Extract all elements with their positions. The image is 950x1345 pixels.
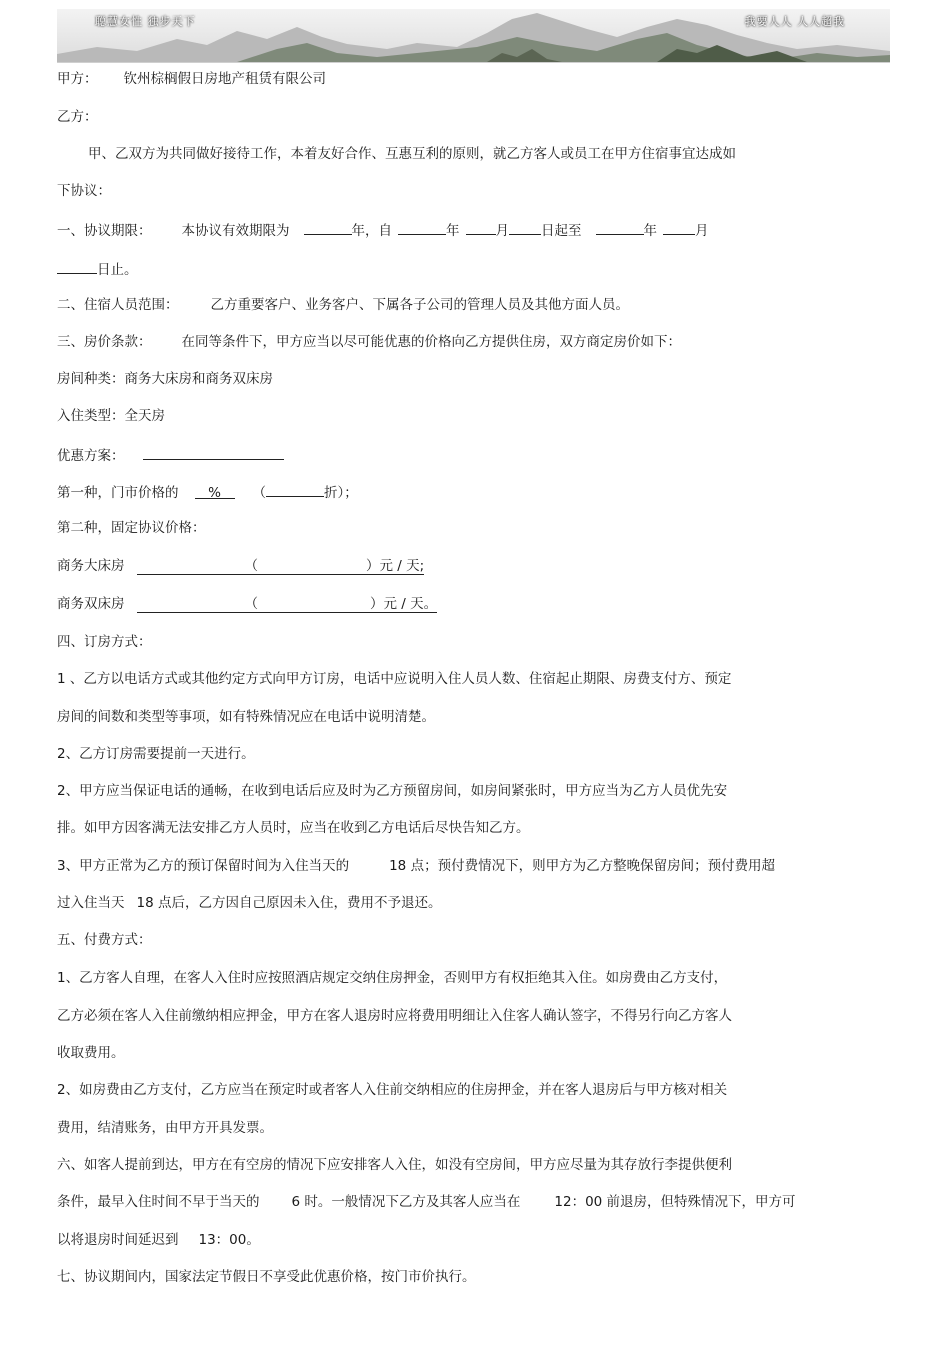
twin-room-unit: ）元 / 天。 xyxy=(370,596,438,612)
section-5-title: 五、付费方式： xyxy=(57,932,152,948)
section-2-text: 乙方重要客户、业务客户、下属各子公司的管理人员及其他方面人员。 xyxy=(210,297,629,313)
section-2-title: 二、住宿人员范围： xyxy=(57,297,179,313)
section-6-text-c: 12：00 前退房，但特殊情况下，甲方可 xyxy=(554,1194,796,1210)
party-a-line xyxy=(57,70,326,88)
section-1-y: 年 xyxy=(446,223,460,239)
section-3-line xyxy=(57,333,681,351)
section-2-line xyxy=(57,296,629,314)
section-5-p2-line-2: 费用，结清账务，由甲方开具发票。 xyxy=(57,1120,273,1136)
blank-years xyxy=(304,220,352,235)
section-4-p2: 2、乙方订房需要提前一天进行。 xyxy=(57,746,255,762)
section-3-title: 三、房价条款： xyxy=(57,334,152,350)
party-a-label: 甲方： xyxy=(57,71,98,87)
party-b-line xyxy=(57,108,98,126)
option-1-end: 折）； xyxy=(324,485,358,501)
percent-sign: % xyxy=(208,485,221,501)
section-6-text-b: 6 时。一般情况下乙方及其客人应当在 xyxy=(291,1194,521,1210)
header-banner xyxy=(57,9,890,63)
intro-line-2: 下协议： xyxy=(57,183,111,199)
section-6-text-d: 以将退房时间延迟到 xyxy=(57,1232,179,1248)
section-4-p4-line-2 xyxy=(57,894,441,912)
twin-room-label: 商务双床房 xyxy=(57,596,125,612)
blank-start-month xyxy=(466,220,496,235)
party-a-name: 钦州棕榈假日房地产租赁有限公司 xyxy=(123,71,326,87)
section-6-line-2 xyxy=(57,1193,796,1211)
option-1-line xyxy=(57,482,358,502)
section-5-p1-line-1: 1、乙方客人自理，在客人入住时应按照酒店规定交纳住房押金，否则甲方有权拒绝其入住。如房费由乙方支付， xyxy=(57,970,728,986)
king-room-paren: （ xyxy=(244,558,258,574)
blank-end-month xyxy=(663,220,695,235)
section-5-p1-line-3: 收取费用。 xyxy=(57,1045,125,1061)
twin-room-paren: （ xyxy=(244,596,258,612)
section-6-line-1: 六、如客人提前到达，甲方在有空房的情况下应安排客人入住，如没有空房间，甲方应尽量为其存放行李提供便利 xyxy=(57,1157,732,1173)
section-4-p4-line-1 xyxy=(57,857,775,875)
section-1-m: 月 xyxy=(495,223,509,239)
king-room-unit: ）元 / 天; xyxy=(366,558,425,574)
option-1-paren: （ xyxy=(252,485,266,501)
blank-discount xyxy=(143,445,284,460)
twin-room-price-line xyxy=(57,595,437,613)
section-4-p4-text-c: 过入住当天 xyxy=(57,895,125,911)
blank-start-year xyxy=(398,220,446,235)
blank-percent xyxy=(195,484,235,499)
section-1-line-2 xyxy=(57,259,138,279)
king-room-label: 商务大床房 xyxy=(57,558,125,574)
section-1-title: 一、协议期限： xyxy=(57,223,152,239)
discount-label: 优惠方案： xyxy=(57,448,125,464)
room-types: 房间种类：商务大床房和商务双床房 xyxy=(57,371,273,387)
section-4-p1-line-2: 房间的间数和类型等事项，如有特殊情况应在电话中说明清楚。 xyxy=(57,709,435,725)
discount-line xyxy=(57,445,284,465)
section-4-p4-text-d: 18 点后，乙方因自己原因未入住，费用不予退还。 xyxy=(136,895,442,911)
section-1-end: 日止。 xyxy=(97,262,138,278)
section-1-text: 本协议有效期限为 xyxy=(181,223,290,239)
section-4-title: 四、订房方式： xyxy=(57,634,152,650)
section-6-text-a: 条件，最早入住时间不早于当天的 xyxy=(57,1194,260,1210)
section-6-text-e: 13：00。 xyxy=(198,1232,260,1248)
section-4-p3-line-1: 2、甲方应当保证电话的通畅，在收到电话后应及时为乙方预留房间，如房间紧张时，甲方应当为乙方人员优先安 xyxy=(57,783,728,799)
section-1-line-1 xyxy=(57,220,709,240)
blank-end-year xyxy=(596,220,644,235)
section-5-p2-line-1: 2、如房费由乙方支付，乙方应当在预定时或者客人入住前交纳相应的住房押金，并在客人退房后与甲方核对相关 xyxy=(57,1082,728,1098)
section-1-y2: 年 xyxy=(643,223,657,239)
king-room-price-blank xyxy=(137,558,425,575)
banner-left-text: 聪慧女性 独步天下 xyxy=(95,15,196,28)
section-1-m2: 月 xyxy=(695,223,709,239)
twin-room-price-blank xyxy=(137,596,438,613)
intro-line-1: 甲、乙双方为共同做好接待工作，本着友好合作、互惠互利的原则，就乙方客人或员工在甲方住宿事宜达成如 xyxy=(88,146,736,162)
section-4-p4-text-b: 18 点；预付费情况下，则甲方为乙方整晚保留房间；预付费用超 xyxy=(389,858,776,874)
section-6-line-3 xyxy=(57,1231,260,1249)
banner-right-text: 我要人人 人人超我 xyxy=(744,15,845,28)
party-b-label: 乙方： xyxy=(57,109,98,125)
section-3-text: 在同等条件下，甲方应当以尽可能优惠的价格向乙方提供住房，双方商定房价如下： xyxy=(181,334,681,350)
option-1-text: 第一种，门市价格的 xyxy=(57,485,179,501)
stay-type: 入住类型：全天房 xyxy=(57,408,165,424)
section-1-from: 日起至 xyxy=(541,223,582,239)
section-5-p1-line-2: 乙方必须在客人入住前缴纳相应押金，甲方在客人退房时应将费用明细让入住客人确认签字，不得另行向乙方客人 xyxy=(57,1008,732,1024)
section-7-line: 七、协议期间内，国家法定节假日不享受此优惠价格，按门市价执行。 xyxy=(57,1269,476,1285)
section-4-p1-line-1: 1 、乙方以电话方式或其他约定方式向甲方订房，电话中应说明入住人员人数、住宿起止期限、房费支付方、预定 xyxy=(57,671,732,687)
blank-start-day xyxy=(509,220,541,235)
blank-end-day xyxy=(57,259,97,274)
king-room-price-line xyxy=(57,557,424,575)
section-4-p3-line-2: 排。如甲方因客满无法安排乙方人员时，应当在收到乙方电话后尽快告知乙方。 xyxy=(57,820,530,836)
section-4-p4-text-a: 3、甲方正常为乙方的预订保留时间为入住当天的 xyxy=(57,858,350,874)
blank-discount-rate xyxy=(266,482,324,497)
option-2-line: 第二种，固定协议价格： xyxy=(57,520,206,536)
section-1-year: 年，自 xyxy=(351,223,392,239)
